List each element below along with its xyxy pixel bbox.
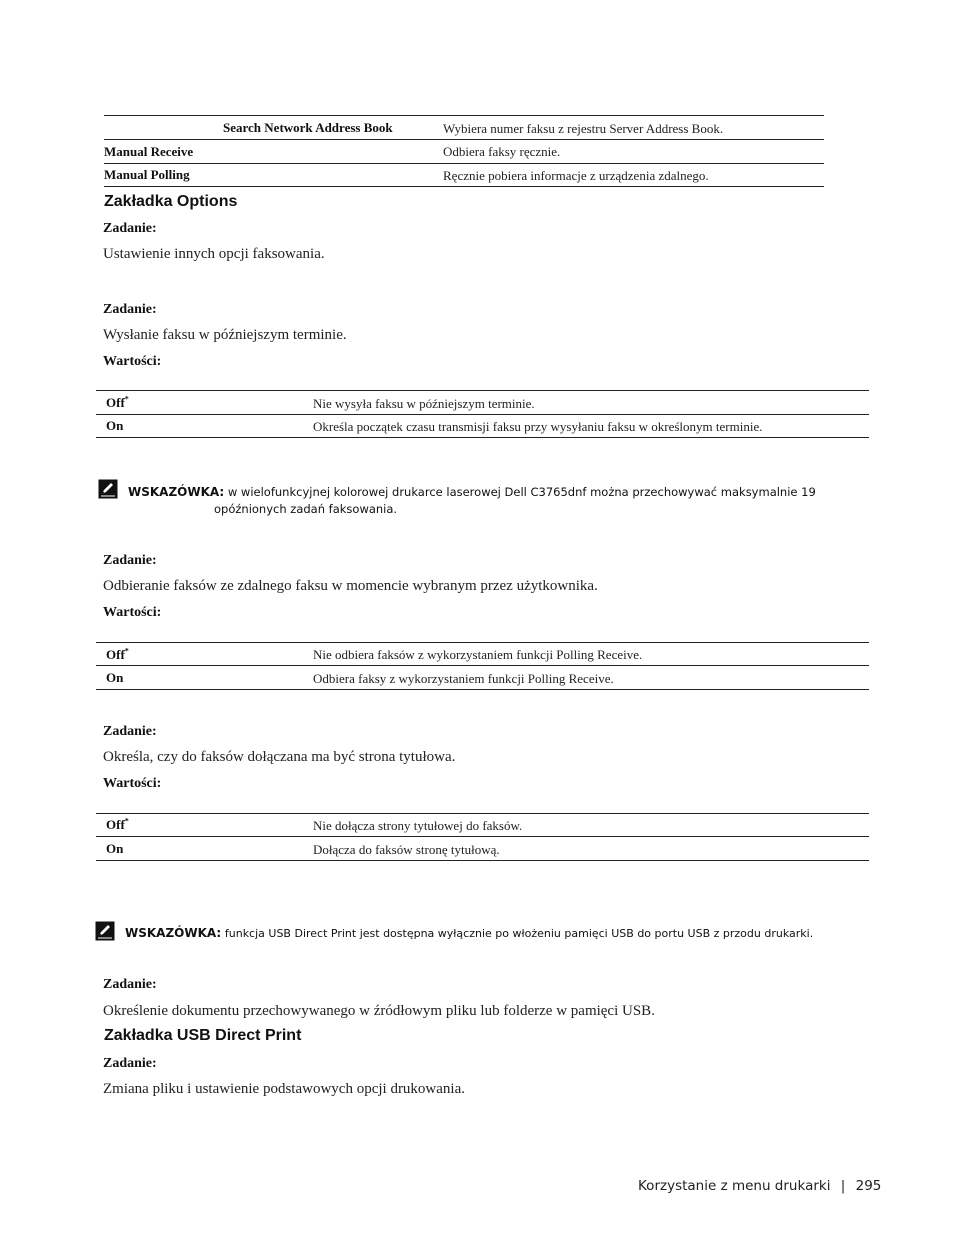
task-label: Zadanie:	[103, 221, 157, 236]
table-rule	[96, 665, 869, 666]
note-pencil-icon	[95, 921, 115, 941]
table-cell-desc: Dołącza do faksów stronę tytułową.	[313, 842, 500, 857]
section-heading-usb-direct-print: Zakładka USB Direct Print	[104, 1027, 302, 1044]
table-rule	[96, 414, 869, 415]
note-line: funkcja USB Direct Print jest dostępna wyłącznie po włożeniu pamięci USB do portu USB z przodu drukarki.	[224, 927, 814, 940]
table-cell-name: On	[106, 670, 124, 685]
task-label: Zadanie:	[103, 553, 157, 568]
note-text	[125, 925, 885, 942]
footer-chapter: Korzystanie z menu drukarki	[638, 1178, 831, 1194]
table-cell-name: Search Network Address Book	[223, 120, 393, 135]
table-rule	[104, 139, 824, 140]
task-label: Zadanie:	[103, 302, 157, 317]
table-cell-name: Off*	[106, 394, 129, 410]
page-number: 295	[855, 1178, 882, 1194]
note-label: WSKAZÓWKA:	[125, 926, 222, 940]
note-label: WSKAZÓWKA:	[128, 485, 225, 499]
task-text: Określa, czy do faksów dołączana ma być strona tytułowa.	[103, 749, 456, 765]
table-cell-name: Manual Receive	[104, 144, 194, 159]
task-text: Zmiana pliku i ustawienie podstawowych opcji drukowania.	[103, 1081, 465, 1097]
note-line: w wielofunkcyjnej kolorowej drukarce laserowej Dell C3765dnf można przechowywać maksymalnie 19	[227, 485, 816, 499]
table-rule	[104, 163, 824, 164]
table-rule	[96, 437, 869, 438]
values-label: Wartości:	[103, 776, 162, 791]
table-rule	[96, 390, 869, 391]
page-footer	[638, 1178, 881, 1194]
table-cell-name: On	[106, 418, 124, 433]
table-rule	[96, 689, 869, 690]
note-text	[128, 484, 848, 518]
task-text: Odbieranie faksów ze zdalnego faksu w momencie wybranym przez użytkownika.	[103, 578, 598, 594]
table-cell-desc: Wybiera numer faksu z rejestru Server Address Book.	[443, 121, 724, 136]
table-rule	[96, 642, 869, 643]
values-label: Wartości:	[103, 354, 162, 369]
task-text: Określenie dokumentu przechowywanego w źródłowym pliku lub folderze w pamięci USB.	[103, 1003, 655, 1019]
task-label: Zadanie:	[103, 977, 157, 992]
table-cell-desc: Określa początek czasu transmisji faksu przy wysyłaniu faksu w określonym terminie.	[313, 419, 763, 434]
table-cell-name: Manual Polling	[104, 167, 190, 182]
table-cell-name: Off*	[106, 816, 129, 832]
table-cell-desc: Nie dołącza strony tytułowej do faksów.	[313, 818, 523, 833]
table-cell-desc: Odbiera faksy z wykorzystaniem funkcji Polling Receive.	[313, 671, 614, 686]
note-pencil-icon	[98, 479, 118, 499]
section-heading-options: Zakładka Options	[104, 193, 238, 210]
table-cell-desc: Ręcznie pobiera informacje z urządzenia zdalnego.	[443, 168, 709, 183]
task-label: Zadanie:	[103, 724, 157, 739]
table-cell-desc: Nie odbiera faksów z wykorzystaniem funkcji Polling Receive.	[313, 647, 643, 662]
table-rule	[96, 836, 869, 837]
table-cell-name: Off*	[106, 646, 129, 662]
task-text: Ustawienie innych opcji faksowania.	[103, 246, 325, 262]
table-rule	[96, 860, 869, 861]
task-text: Wysłanie faksu w późniejszym terminie.	[103, 327, 347, 343]
table-rule	[104, 115, 824, 116]
note-line: opóźnionych zadań faksowania.	[214, 502, 398, 516]
table-cell-name: On	[106, 841, 124, 856]
task-label: Zadanie:	[103, 1056, 157, 1071]
table-rule	[104, 186, 824, 187]
table-rule	[96, 813, 869, 814]
values-label: Wartości:	[103, 605, 162, 620]
table-cell-desc: Odbiera faksy ręcznie.	[443, 144, 561, 159]
table-cell-desc: Nie wysyła faksu w późniejszym terminie.	[313, 396, 535, 411]
footer-separator: |	[840, 1178, 846, 1194]
